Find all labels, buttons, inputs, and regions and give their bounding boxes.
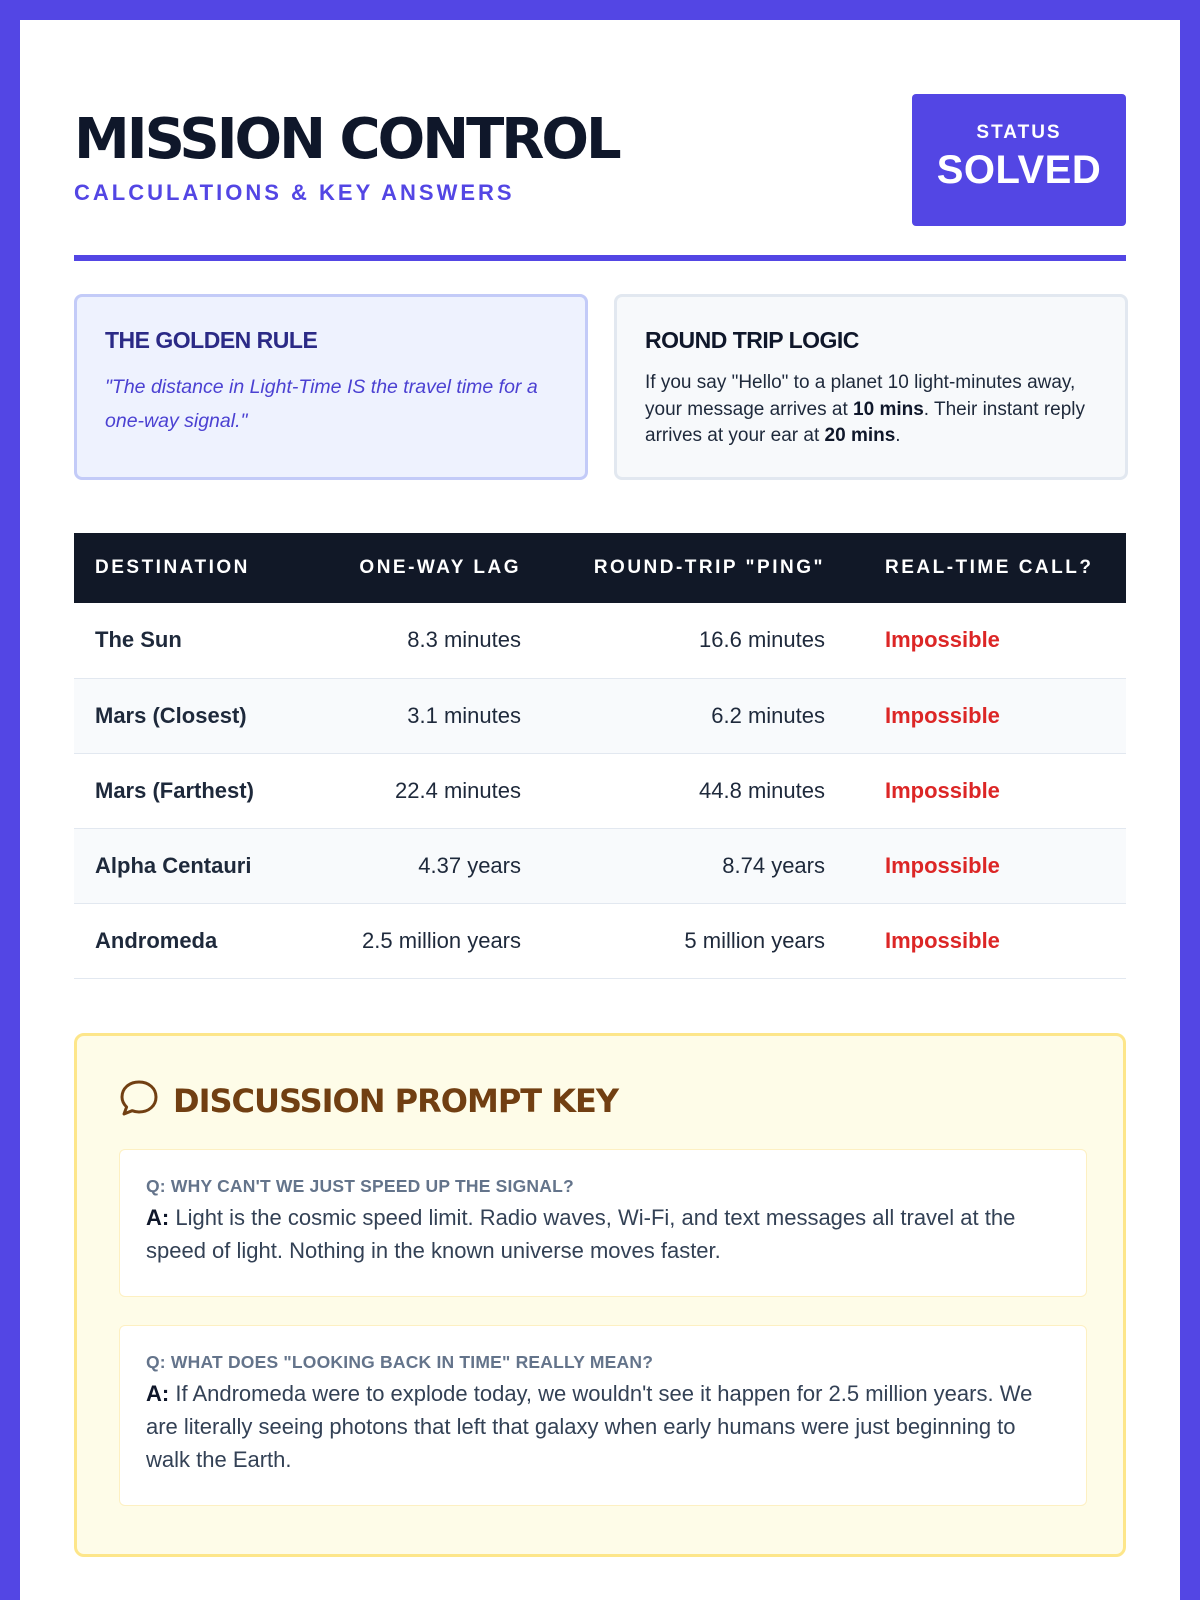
qa-question: Q: WHAT DOES "LOOKING BACK IN TIME" REALLY MEAN? (146, 1352, 654, 1372)
table-header-row (74, 533, 1126, 603)
cell-round-trip: 44.8 minutes (542, 753, 846, 828)
cell-real-time-call: Impossible (846, 603, 1126, 678)
cell-one-way-lag: 3.1 minutes (320, 678, 542, 753)
speech-bubble-icon (119, 1078, 159, 1123)
cell-destination: Alpha Centauri (74, 828, 320, 903)
discussion-header (119, 1078, 618, 1123)
qa-item (119, 1325, 1087, 1506)
round-trip-bold-2: 20 mins (824, 425, 896, 446)
cell-one-way-lag: 22.4 minutes (320, 753, 542, 828)
answer-sheet (20, 20, 1180, 1600)
cell-one-way-lag: 4.37 years (320, 828, 542, 903)
table-row (74, 678, 1126, 753)
table-row (74, 828, 1126, 903)
cell-real-time-call: Impossible (846, 903, 1126, 978)
round-trip-text-2: . Their instant reply arrives at your ear at (645, 398, 1086, 446)
golden-rule-card (74, 294, 588, 480)
qa-answer (146, 1377, 1060, 1476)
answer-text: If Andromeda were to explode today, we wouldn't see it happen for 2.5 million years. We are literally seeing photons that left that galaxy when early humans were just beginning to walk the Earth. (146, 1381, 1033, 1472)
status-label: STATUS (976, 122, 1062, 143)
page-title: MISSION CONTROL (74, 107, 619, 172)
answer-prefix: A: (146, 1205, 170, 1230)
header-real-time-call: REAL-TIME CALL? (885, 557, 1094, 578)
cell-round-trip: 8.74 years (542, 828, 846, 903)
discussion-title: DISCUSSION PROMPT KEY (173, 1081, 619, 1120)
cell-destination: The Sun (74, 603, 320, 678)
cell-destination: Mars (Closest) (74, 678, 320, 753)
cell-round-trip: 5 million years (542, 903, 846, 978)
round-trip-card (614, 294, 1128, 480)
round-trip-title: ROUND TRIP LOGIC (645, 327, 859, 353)
answer-prefix: A: (146, 1381, 170, 1406)
cell-real-time-call: Impossible (846, 678, 1126, 753)
header-one-way-lag: ONE-WAY LAG (359, 557, 521, 578)
header (74, 74, 1126, 261)
discussion-prompt-key (74, 1033, 1126, 1557)
qa-item (119, 1149, 1087, 1297)
header-round-trip: ROUND-TRIP "PING" (593, 557, 825, 578)
round-trip-text (645, 370, 1097, 450)
table-row (74, 903, 1126, 978)
table-row (74, 603, 1126, 678)
signal-lag-table (74, 533, 1126, 979)
table-row (74, 753, 1126, 828)
status-badge (912, 94, 1126, 226)
header-destination: DESTINATION (95, 557, 250, 578)
round-trip-text-1: If you say "Hello" to a planet 10 light-minutes away, your message arrives at (645, 372, 1076, 420)
page-subtitle: CALCULATIONS & KEY ANSWERS (74, 180, 515, 205)
cell-one-way-lag: 2.5 million years (320, 903, 542, 978)
cell-one-way-lag: 8.3 minutes (320, 603, 542, 678)
status-value: SOLVED (936, 148, 1102, 192)
cell-round-trip: 16.6 minutes (542, 603, 846, 678)
qa-answer (146, 1201, 1060, 1267)
round-trip-bold-1: 10 mins (853, 398, 924, 420)
golden-rule-title: THE GOLDEN RULE (105, 327, 318, 353)
golden-rule-quote: "The distance in Light-Time IS the travel time for a one-way signal." (105, 376, 538, 432)
cell-destination: Andromeda (74, 903, 320, 978)
cell-round-trip: 6.2 minutes (542, 678, 846, 753)
cell-destination: Mars (Farthest) (74, 753, 320, 828)
cell-real-time-call: Impossible (846, 828, 1126, 903)
answer-text: Light is the cosmic speed limit. Radio waves, Wi-Fi, and text messages all travel at the speed of light. Nothing in the known universe moves faster. (146, 1205, 1016, 1263)
qa-question: Q: WHY CAN'T WE JUST SPEED UP THE SIGNAL? (146, 1176, 574, 1196)
round-trip-text-3: . (895, 425, 901, 446)
cell-real-time-call: Impossible (846, 753, 1126, 828)
